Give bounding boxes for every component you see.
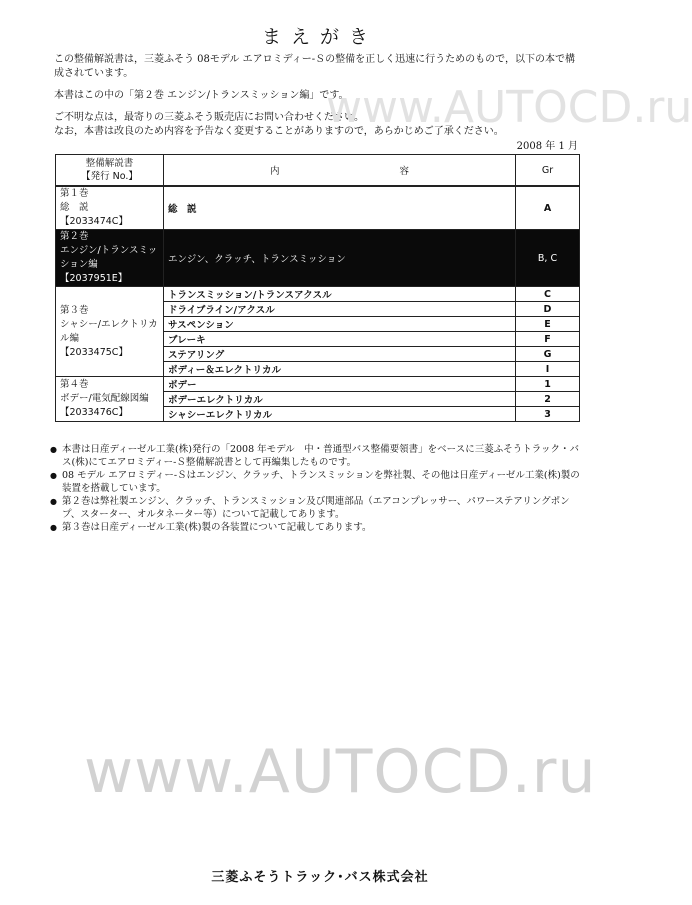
page-title: まえがき — [261, 26, 378, 48]
volume-cell: 第２巻 エンジン/トランスミッション編 【2037951E】 — [56, 230, 164, 287]
intro-paragraph-1: この整備解説書は，三菱ふそう 08モデル エアロミディー-Ｓの整備を正しく迅速に行うためのもので，以下の本で構成されています。 — [54, 54, 575, 79]
volume-cell: 第３巻 シャシー/エレクトリカル編 【2033475C】 — [56, 287, 164, 377]
intro-text — [54, 53, 582, 139]
content-cell: ボデーエレクトリカル — [164, 392, 516, 407]
gr-cell: 3 — [516, 407, 580, 422]
watermark-top: www.AUTOCD.ru — [326, 82, 692, 133]
list-item: ● 08 モデル エアロミディー-Ｓはエンジン、クラッチ、トランスミッションを弊社製、その他は日産ディーゼル工業(株)製の装置を搭載しています。 — [50, 469, 586, 495]
list-item: ● 第３巻は日産ディーゼル工業(株)製の各装置について記載してあります。 — [50, 521, 586, 534]
header-content: 内 容 — [164, 155, 516, 187]
table-row — [56, 377, 580, 392]
list-item: ● 本書は日産ディーゼル工業(株)発行の「2008 年モデル 中・普通型バス整備要領書」をベースに三菱ふそうトラック・バス(株)にてエアロミディー-Ｓ整備解説書として再編集したものです。 — [50, 443, 586, 469]
table-row — [56, 287, 580, 302]
publisher-name: 三菱ふそうトラック･バス株式会社 — [211, 870, 429, 885]
intro-paragraph-4: なお，本書は改良のため内容を予告なく変更することがありますので，あらかじめご了承ください。 — [54, 126, 504, 137]
content-cell: ボディー＆エレクトリカル — [164, 362, 516, 377]
list-item: ● 第２巻は弊社製エンジン、クラッチ、トランスミッション及び関連部品（エアコンプレッサー、パワーステアリングポンプ、スターター、オルタネーター等）について記載してあります。 — [50, 495, 586, 521]
content-cell: トランスミッション/トランスアクスル — [164, 287, 516, 302]
gr-cell: E — [516, 317, 580, 332]
content-cell: ステアリング — [164, 347, 516, 362]
table-row — [56, 186, 580, 230]
content-cell: 総 説 — [164, 186, 516, 230]
manual-contents-table — [55, 154, 580, 422]
gr-cell: 2 — [516, 392, 580, 407]
content-cell: ブレーキ — [164, 332, 516, 347]
watermark-bottom: www.AUTOCD.ru — [84, 737, 597, 807]
table-header-row — [56, 155, 580, 187]
gr-cell: G — [516, 347, 580, 362]
content-cell: ドライブライン/アクスル — [164, 302, 516, 317]
volume-cell: 第４巻 ボデー/電気配線図編 【2033476C】 — [56, 377, 164, 422]
content-cell: ボデー — [164, 377, 516, 392]
content-cell: エンジン、クラッチ、トランスミッション — [164, 230, 516, 287]
gr-cell: F — [516, 332, 580, 347]
content-cell: シャシーエレクトリカル — [164, 407, 516, 422]
table-row-current-volume — [56, 230, 580, 287]
header-volume: 整備解説書 【発行 No.】 — [56, 155, 164, 187]
volume-cell: 第１巻 総 説 【2033474C】 — [56, 186, 164, 230]
gr-cell: C — [516, 287, 580, 302]
notes-list — [50, 443, 586, 534]
gr-cell: I — [516, 362, 580, 377]
gr-cell: B, C — [516, 230, 580, 287]
header-gr: Gr — [516, 155, 580, 187]
intro-paragraph-2: 本書はこの中の「第２巻 エンジン/トランスミッション編」です。 — [54, 90, 349, 101]
gr-cell: A — [516, 186, 580, 230]
gr-cell: 1 — [516, 377, 580, 392]
content-cell: サスペンション — [164, 317, 516, 332]
intro-paragraph-3: ご不明な点は，最寄りの三菱ふそう販売店にお問い合わせください。 — [54, 112, 364, 123]
gr-cell: D — [516, 302, 580, 317]
publication-date: 2008 年 1 月 — [516, 141, 578, 152]
